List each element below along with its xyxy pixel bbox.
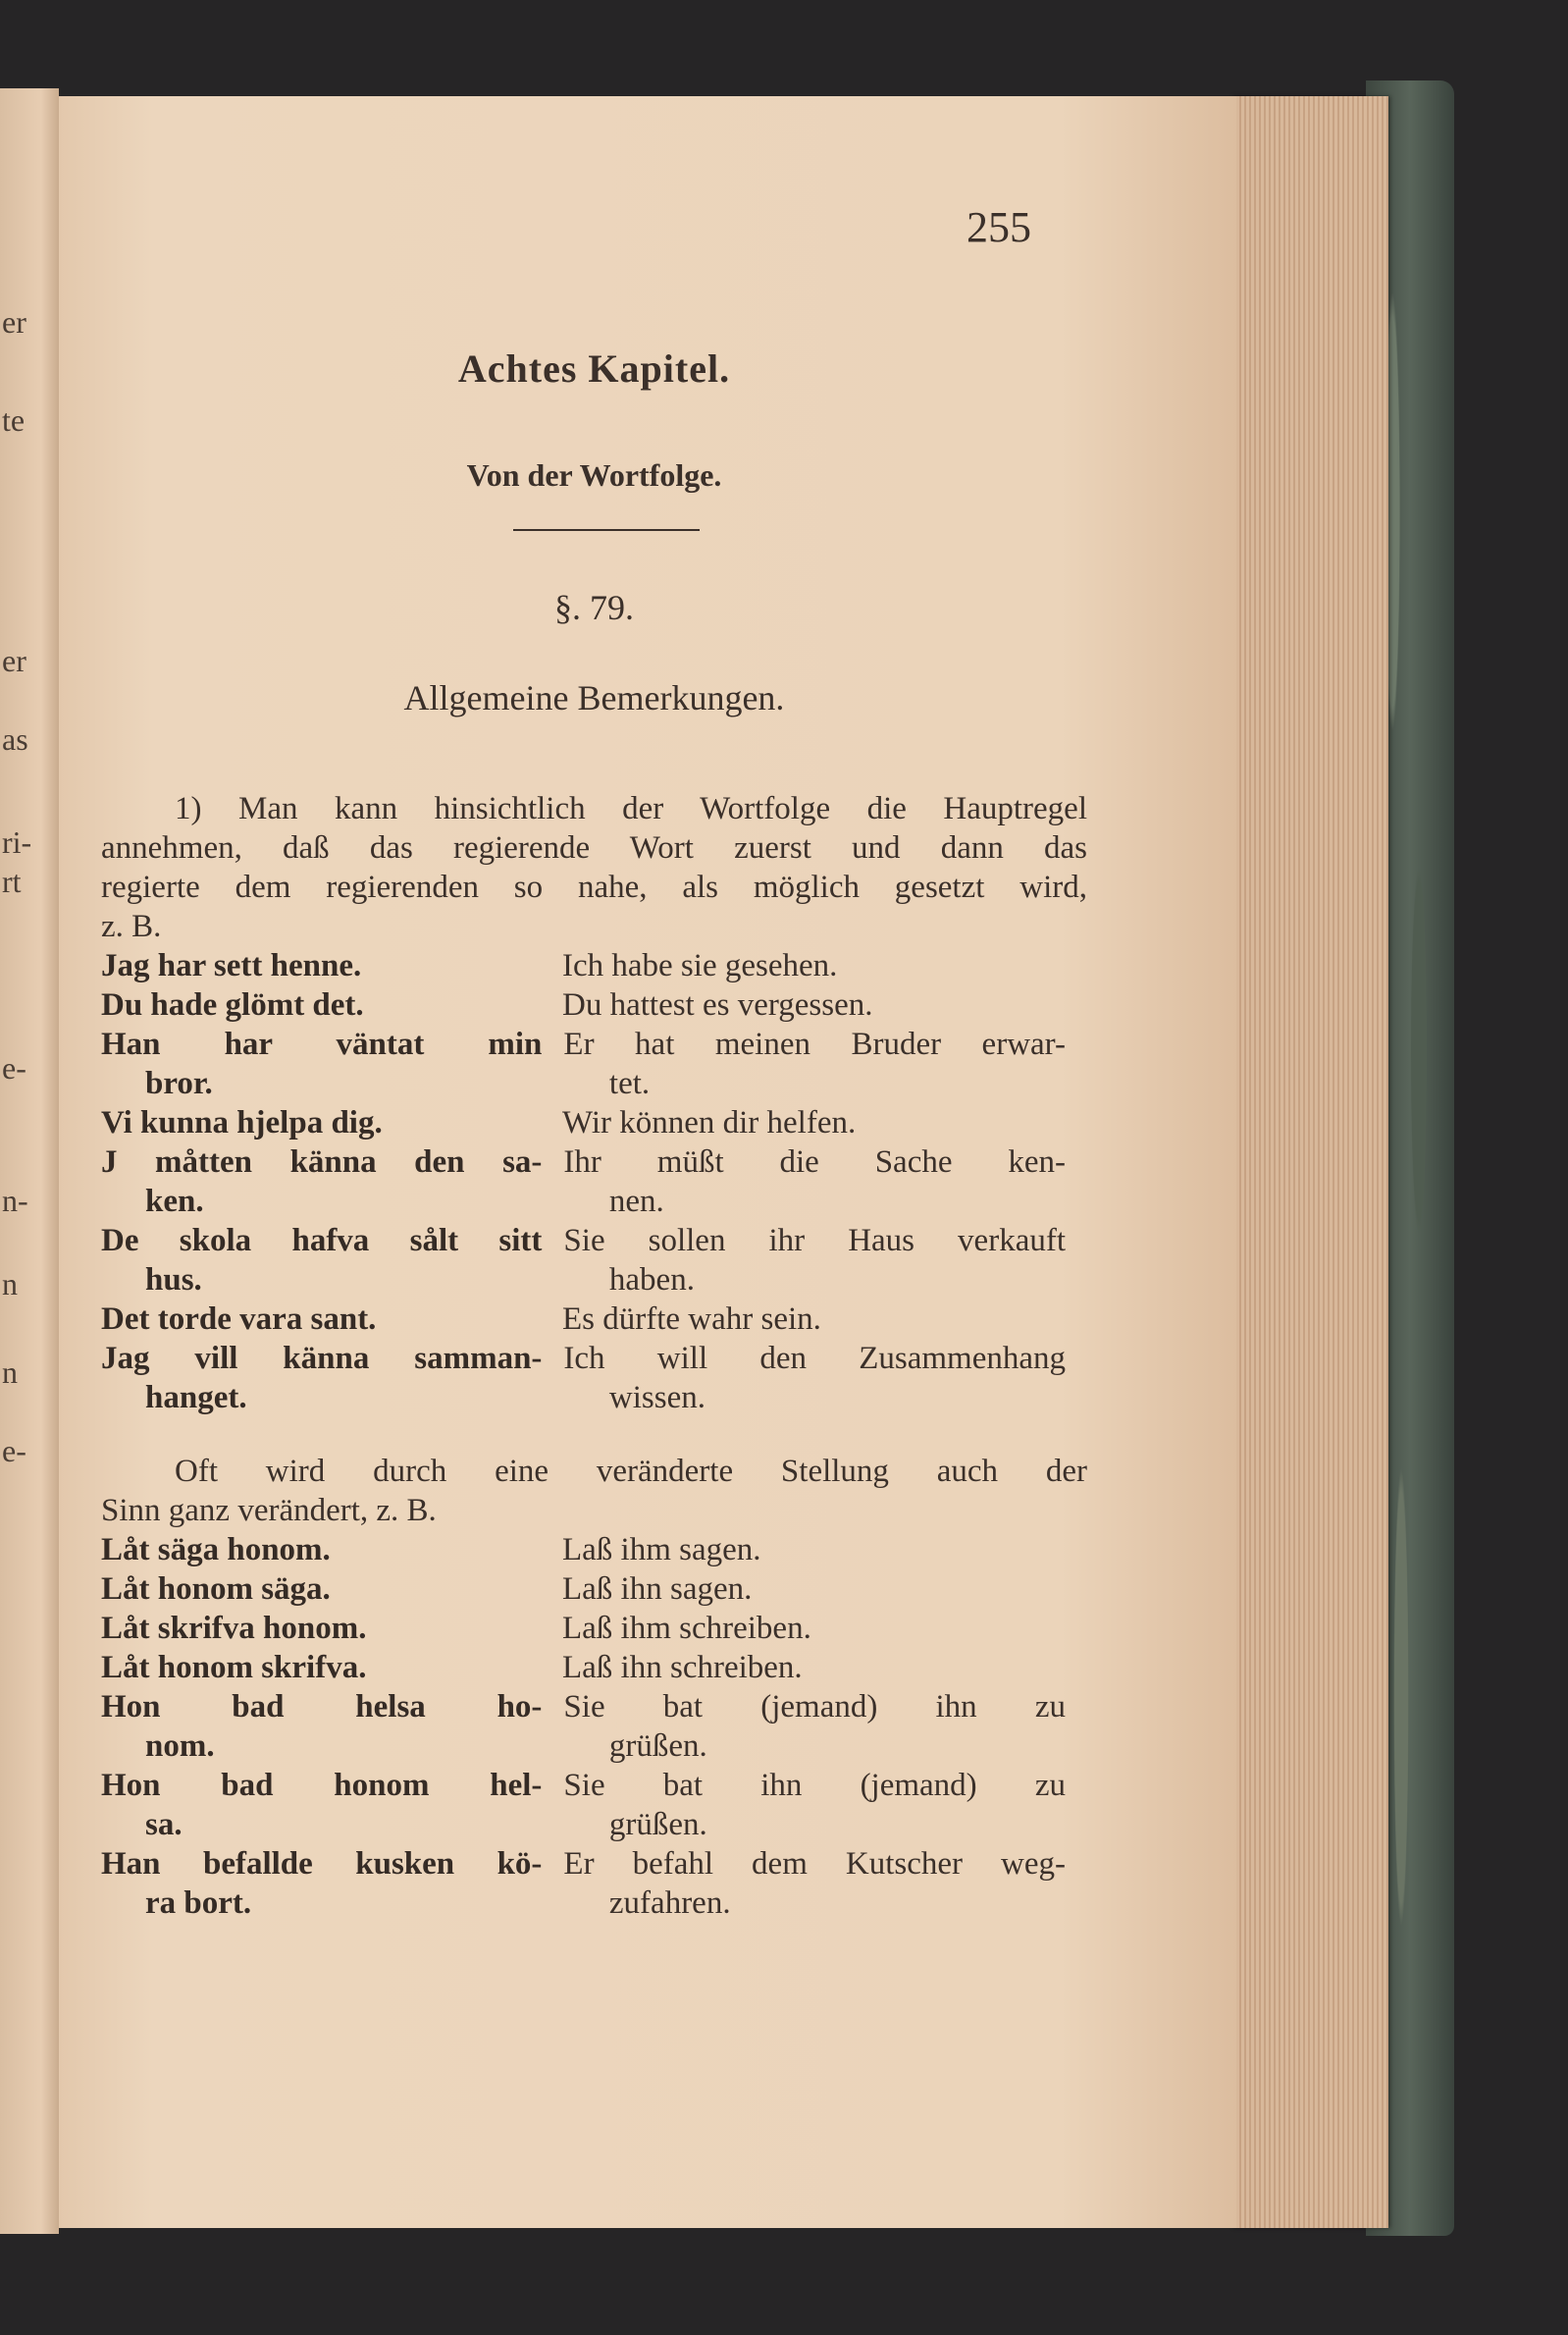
example-row <box>101 1648 1087 1687</box>
swedish-text: De skola hafva sålt sitt <box>101 1223 543 1258</box>
example-row <box>101 1726 1087 1766</box>
left-page-fragment: er <box>2 643 26 678</box>
example-row <box>101 1687 1087 1726</box>
german-text: Laß ihn sagen. <box>562 1571 753 1607</box>
swedish-text: hanget. <box>145 1380 247 1415</box>
page-number: 255 <box>967 203 1031 251</box>
paragraph-2 <box>101 1452 1087 1530</box>
left-page-fragment: e- <box>2 1050 26 1086</box>
chapter-title: Achtes Kapitel. <box>457 346 731 391</box>
left-page-fragment: n- <box>2 1183 28 1218</box>
german-text: Wir können dir helfen. <box>562 1105 857 1141</box>
paragraph-1 <box>101 789 1087 946</box>
section-number: §. 79. <box>554 588 634 627</box>
german-text: nen. <box>608 1184 664 1219</box>
swedish-text: Låt skrifva honom. <box>101 1611 367 1646</box>
german-text: grüßen. <box>608 1728 707 1764</box>
swedish-text: Det torde vara sant. <box>101 1301 377 1337</box>
left-page-fragment: te <box>2 402 26 438</box>
german-text: Ich will den Zusammenhang <box>563 1341 1066 1376</box>
example-row <box>101 1530 1087 1569</box>
paragraph-line: annehmen, daß das regierende Wort zuerst und dann das <box>101 830 1087 866</box>
divider-rule <box>513 529 700 531</box>
examples-2 <box>101 1530 1087 1923</box>
german-text: Laß ihm schreiben. <box>562 1611 811 1646</box>
example-row <box>101 1221 1087 1260</box>
left-page-fragment: n <box>2 1266 18 1301</box>
examples-1 <box>101 946 1087 1417</box>
swedish-text: sa. <box>145 1807 183 1842</box>
example-row <box>101 1142 1087 1182</box>
paragraph-line: z. B. <box>101 909 162 944</box>
page-edges <box>1231 96 1388 2228</box>
german-text: haben. <box>608 1262 695 1298</box>
swedish-text: Låt säga honom. <box>101 1532 331 1567</box>
german-text: wissen. <box>608 1380 706 1415</box>
left-page-fragment: e- <box>2 1433 26 1468</box>
left-page-fragment: as <box>2 721 28 757</box>
paragraph-line: 1) Man kann hinsichtlich der Wortfolge die Hauptregel <box>175 791 1087 826</box>
example-row <box>101 1569 1087 1609</box>
german-text: zufahren. <box>608 1885 731 1921</box>
german-text: Laß ihn schreiben. <box>562 1650 803 1685</box>
example-row <box>101 1300 1087 1339</box>
german-text: Er hat meinen Bruder erwar- <box>563 1027 1066 1062</box>
german-text: Sie bat ihn (jemand) zu <box>563 1768 1066 1803</box>
left-page-fragment: er <box>2 304 26 340</box>
example-row <box>101 1103 1087 1142</box>
swedish-text: bror. <box>145 1066 213 1101</box>
swedish-text: Han har väntat min <box>101 1027 543 1062</box>
german-text: Ihr müßt die Sache ken- <box>563 1144 1066 1180</box>
german-text: Du hattest es vergessen. <box>562 987 873 1023</box>
example-row <box>101 946 1087 985</box>
swedish-text: J måtten känna den sa- <box>101 1144 543 1180</box>
example-row <box>101 1339 1087 1378</box>
german-text: grüßen. <box>608 1807 707 1842</box>
swedish-text: Vi kunna hjelpa dig. <box>101 1105 383 1141</box>
german-text: Er befahl dem Kutscher weg- <box>563 1846 1066 1882</box>
swedish-text: Han befallde kusken kö- <box>101 1846 543 1882</box>
example-row <box>101 1260 1087 1300</box>
swedish-text: Jag vill känna samman- <box>101 1341 543 1376</box>
swedish-text: Låt honom skrifva. <box>101 1650 367 1685</box>
paragraph-line: regierte dem regierenden so nahe, als möglich gesetzt wird, <box>101 870 1087 905</box>
swedish-text: Låt honom säga. <box>101 1571 331 1607</box>
example-row <box>101 1884 1087 1923</box>
left-page-fragment: rt <box>2 864 22 899</box>
example-row <box>101 1805 1087 1844</box>
german-text: Laß ihm sagen. <box>562 1532 761 1567</box>
example-row <box>101 1025 1087 1064</box>
example-row <box>101 1064 1087 1103</box>
paragraph-line: Sinn ganz verändert, z. B. <box>101 1493 437 1528</box>
german-text: Sie sollen ihr Haus verkauft <box>563 1223 1066 1258</box>
swedish-text: Jag har sett henne. <box>101 948 362 983</box>
example-row <box>101 1378 1087 1417</box>
german-text: Es dürfte wahr sein. <box>562 1301 821 1337</box>
german-text: Sie bat (jemand) ihn zu <box>563 1689 1066 1725</box>
example-row <box>101 1609 1087 1648</box>
example-row <box>101 1766 1087 1805</box>
swedish-text: ra bort. <box>145 1885 252 1921</box>
swedish-text: Hon bad helsa ho- <box>101 1689 543 1725</box>
example-row <box>101 1182 1087 1221</box>
swedish-text: nom. <box>145 1728 215 1764</box>
example-row <box>101 1844 1087 1884</box>
left-page-fragment: n <box>2 1354 18 1390</box>
german-text: Ich habe sie gesehen. <box>562 948 838 983</box>
chapter-subtitle: Von der Wortfolge. <box>466 457 722 493</box>
german-text: tet. <box>608 1066 651 1101</box>
swedish-text: Du hade glömt det. <box>101 987 364 1023</box>
paragraph-line: Oft wird durch eine veränderte Stellung auch der <box>175 1454 1087 1489</box>
swedish-text: ken. <box>145 1184 204 1219</box>
section-title: Allgemeine Bemerkungen. <box>403 678 785 717</box>
previous-page-edge <box>0 88 59 2234</box>
left-page-fragment: ri- <box>2 824 32 860</box>
swedish-text: hus. <box>145 1262 202 1298</box>
swedish-text: Hon bad honom hel- <box>101 1768 543 1803</box>
example-row <box>101 985 1087 1025</box>
